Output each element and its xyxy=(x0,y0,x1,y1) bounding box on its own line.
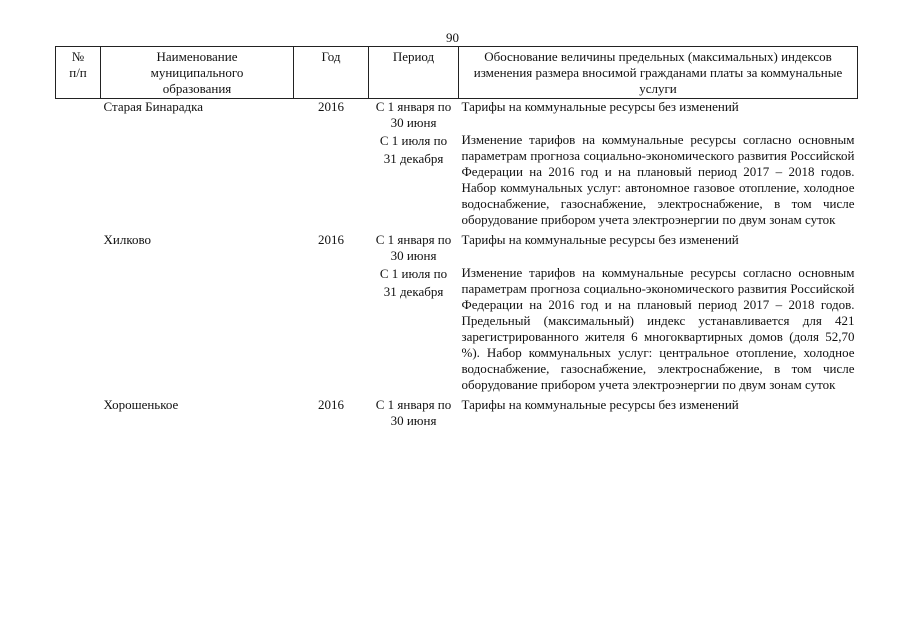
period-cell xyxy=(369,397,459,429)
municipality-name: Старая Бинарадка xyxy=(103,99,204,114)
year-cell: 2016 xyxy=(318,232,344,247)
justification-text: Тарифы на коммунальные ресурсы без изменений xyxy=(461,397,739,412)
period-cell xyxy=(369,99,459,233)
period-item: С 1 января по 30 июня xyxy=(375,99,452,130)
justification-text: Изменение тарифов на коммунальные ресурсы согласно основным параметрам прогноза социально-экономического развития Российской Федерации на 2016 год и на плановый период 2017 – 2018 годов. Набор коммунальных услуг: автономное газовое отопление, холодное водоснабжение, газоснабжение, электроснабжение, в том числе оборудование прибором учета электроэнергии по двум зонам суток xyxy=(461,132,855,227)
header-num: № п/п xyxy=(56,47,101,99)
page-number: 90 xyxy=(446,30,459,45)
row-num xyxy=(56,99,101,233)
justification-text: Изменение тарифов на коммунальные ресурсы согласно основным параметрам прогноза социально-экономического развития Российской Федерации на 2016 год и на плановый период 2017 – 2018 годов. Предельный (максимальный) индекс устанавливается для 421 зарегистрированного жителя 6 многоквартирных домов (доля 52,70 %). Набор коммунальных услуг: центральное отопление, холодное водоснабжение, газоснабжение, электроснабжение, в том числе оборудование прибором учета электроэнергии по двум зонам суток xyxy=(461,265,855,392)
header-period: Период xyxy=(369,47,459,99)
period-cell xyxy=(369,232,459,397)
header-justification: Обоснование величины предельных (максимальных) индексов изменения размера вносимой гражданами платы за коммунальные услуги xyxy=(459,47,858,99)
header-year: Год xyxy=(294,47,369,99)
justification-text: Тарифы на коммунальные ресурсы без изменений xyxy=(461,99,739,114)
table-header xyxy=(56,47,858,99)
period-item: С 1 июля по 31 декабря xyxy=(379,266,448,299)
municipality-name: Хорошенькое xyxy=(103,397,179,412)
justification-text: Тарифы на коммунальные ресурсы без изменений xyxy=(461,232,739,247)
table-body xyxy=(56,99,858,430)
table-row xyxy=(56,99,858,233)
row-num xyxy=(56,397,101,429)
header-name: Наименование муниципального образования xyxy=(101,47,294,99)
period-item: С 1 января по 30 июня xyxy=(375,232,452,263)
year-cell: 2016 xyxy=(318,397,344,412)
municipality-name: Хилково xyxy=(103,232,152,247)
row-num xyxy=(56,232,101,397)
period-item: С 1 января по 30 июня xyxy=(375,397,452,428)
justification-cell xyxy=(459,232,858,397)
table-row xyxy=(56,232,858,397)
justification-cell xyxy=(459,397,858,429)
year-cell: 2016 xyxy=(318,99,344,114)
justification-cell xyxy=(459,99,858,233)
table-row xyxy=(56,397,858,429)
tariff-table xyxy=(55,46,858,429)
period-item: С 1 июля по 31 декабря xyxy=(379,133,448,166)
